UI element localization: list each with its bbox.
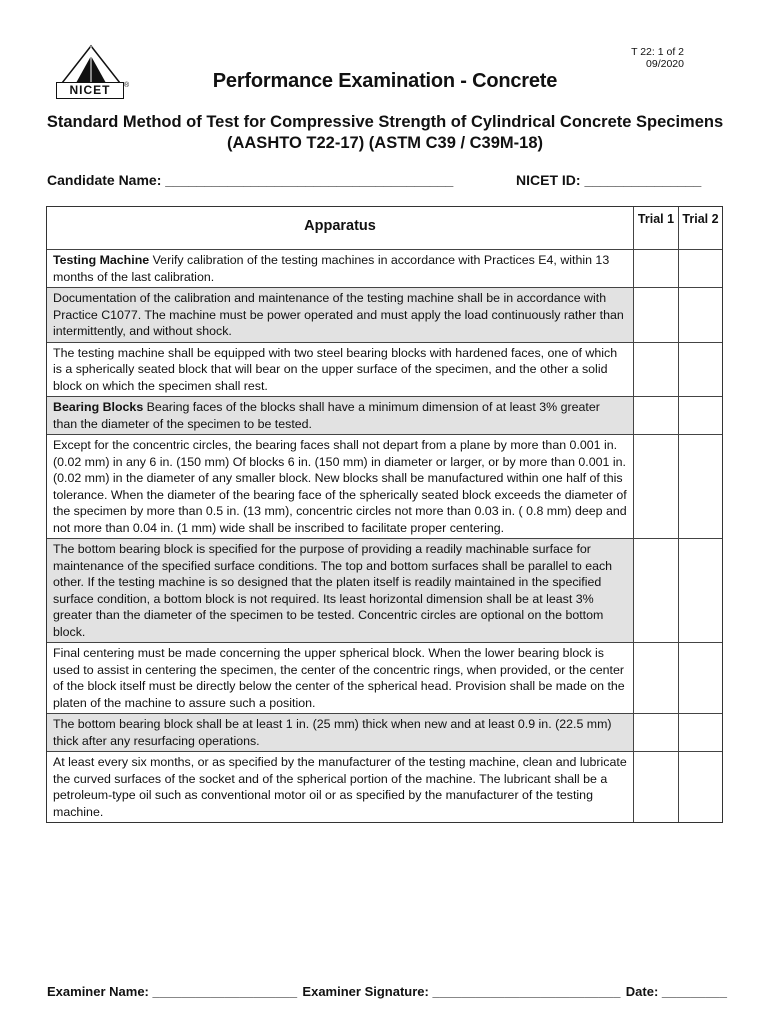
section-lead: Bearing Blocks [53, 400, 144, 414]
table-body [47, 250, 722, 822]
examiner-signature-field[interactable]: Examiner Signature: __________________________ [302, 984, 621, 999]
section-lead: Testing Machine [53, 253, 150, 267]
table-row [47, 714, 722, 752]
requirement-text [47, 435, 634, 538]
page-subtitle: Standard Method of Test for Compressive Strength of Cylindrical Concrete Specimens (AASHTO T22-17) (ASTM C39 / C39M-18) [46, 113, 724, 152]
requirement-text [47, 752, 634, 822]
table-row [47, 435, 722, 539]
trial-1-checkbox[interactable] [634, 752, 678, 822]
trial-1-checkbox[interactable] [634, 435, 678, 538]
requirement-text [47, 397, 634, 434]
trial-2-checkbox[interactable] [678, 643, 722, 713]
table-row [47, 643, 722, 714]
trial-2-checkbox[interactable] [678, 435, 722, 538]
table-row [47, 288, 722, 343]
candidate-name-field[interactable]: Candidate Name: _____________________________________ [47, 172, 454, 188]
trial-2-checkbox[interactable] [678, 343, 722, 397]
requirement-body: Documentation of the calibration and maintenance of the testing machine shall be in accordance with Practice C1077. The machine must be power operated and must apply the load continuously rather than intermittently, and without shock. [53, 291, 624, 338]
requirement-body: The testing machine shall be equipped with two steel bearing blocks with hardened faces, one of which is a spherically seated block that will bear on the upper surface of the specimen, and the other a solid block on which the specimen shall rest. [53, 345, 618, 393]
examiner-name-field[interactable]: Examiner Name: ____________________ [47, 984, 298, 999]
requirement-body: The bottom bearing block is specified for the purpose of providing a readily machinable surface for maintenance of the specified surface conditions. The top and bottom surfaces shall be parallel to each other. If the testing machine is so designed that the platen itself is readily maintained in the specified surface condition, a bottom block is not required. Its least horizontal dimension shall be at least 3% greater than the diameter of the specimen to be tested. Concentric circles are optional on the bottom block. [53, 542, 613, 639]
trial-1-checkbox[interactable] [634, 397, 678, 434]
trial-2-checkbox[interactable] [678, 539, 722, 642]
trial-2-checkbox[interactable] [678, 752, 722, 822]
registered-mark: ® [124, 82, 130, 89]
nicet-id-field[interactable]: NICET ID: _______________ [516, 172, 702, 188]
requirement-text [47, 343, 634, 397]
trial-1-checkbox[interactable] [634, 343, 678, 397]
page-title: Performance Examination - Concrete [212, 70, 558, 92]
table-row [47, 343, 722, 398]
date-field[interactable]: Date: _________ [625, 984, 727, 999]
trial-1-header: Trial 1 [637, 212, 675, 226]
logo-text: NICET [56, 82, 124, 99]
trial-2-checkbox[interactable] [678, 288, 722, 342]
trial-1-checkbox[interactable] [634, 643, 678, 713]
requirement-body: The bottom bearing block shall be at least 1 in. (25 mm) thick when new and at least 0.9 in. (22.5 mm) thick after any resurfacing operations. [53, 717, 612, 748]
requirement-text [47, 250, 634, 287]
table-header [47, 207, 722, 250]
requirement-text [47, 539, 634, 642]
table-row [47, 539, 722, 643]
trial-2-checkbox[interactable] [678, 250, 722, 287]
apparatus-table [46, 206, 723, 823]
trial-1-checkbox[interactable] [634, 250, 678, 287]
requirement-body: Except for the concentric circles, the bearing faces shall not depart from a plane by more than 0.001 in. (0.02 mm) in any 6 in. (150 mm) Of blocks 6 in. (150 mm) in diameter or larger, or by more than 0.001 in. (0.02 mm) in the diameter of any smaller block. New blocks shall be manufactured within one half of this tolerance. When the diameter of the bearing face of the spherically seated block exceeds the diameter of the specimen by more than 0.5 in. (13 mm), concentric circles not more than 0.03 in. ( 0.8 mm) deep and not more than 0.04 in. (1 mm) wide shall be inscribed to facilitate proper centering. [53, 438, 627, 535]
trial-2-header: Trial 2 [678, 207, 722, 249]
requirement-text [47, 714, 634, 751]
table-row [47, 752, 722, 822]
trial-1-checkbox[interactable] [634, 288, 678, 342]
requirement-body: Bearing faces of the blocks shall have a minimum dimension of at least 3% greater than the diameter of the specimen to be tested. [53, 400, 600, 431]
trial-2-checkbox[interactable] [678, 714, 722, 751]
trial-1-checkbox[interactable] [634, 539, 678, 642]
requirement-body: Final centering must be made concerning the upper spherical block. When the lower bearing block is used to assist in centering the specimen, the center of the concentric rings, when provided, or the center of the block itself must be directly below the center of the spherical head. Provision shall be made on the platen of the machine to assure such a position. [53, 646, 625, 710]
revision-date: 09/2020 [646, 58, 684, 70]
requirement-body: At least every six months, or as specified by the manufacturer of the testing machine, clean and lubricate the curved surfaces of the socket and of the spherical portion of the machine. The lubricant shall be a petroleum-type oil such as conventional motor oil or as specified by the manufacturer of the testing machine. [53, 755, 627, 819]
requirement-body: Verify calibration of the testing machines in accordance with Practices E4, within 13 months of the last calibration. [53, 253, 610, 284]
footer [47, 984, 727, 999]
requirement-text [47, 288, 634, 342]
trial-1-checkbox[interactable] [634, 714, 678, 751]
requirement-text [47, 643, 634, 713]
revision-page: T 22: 1 of 2 [631, 46, 684, 58]
trial-2-checkbox[interactable] [678, 397, 722, 434]
table-row [47, 250, 722, 288]
apparatus-header: Apparatus [47, 207, 634, 249]
table-row [47, 397, 722, 435]
revision-info [631, 46, 684, 70]
